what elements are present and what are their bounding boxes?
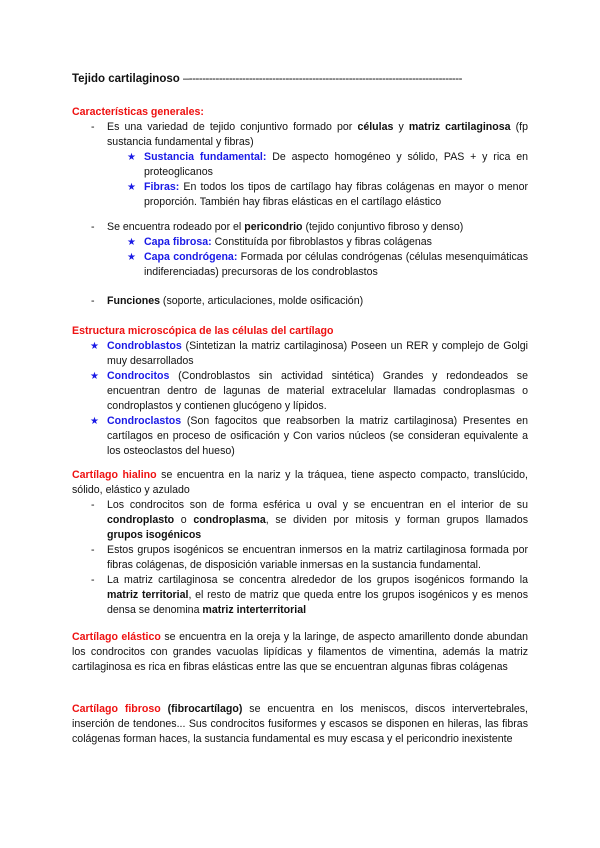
text-run: (soporte, articulaciones, molde osificación) — [159, 295, 364, 307]
text-run: Constituída por fibroblastos y fibras colágenas — [211, 236, 432, 248]
text-run: se encuentra en los meniscos, discos intervertebrales, inserción de tendones... Sus condrocitos fusiformes y escasos se disponen en hileras, las fibras colágenas forman haces, la sustancia fundamental es muy escasa y el pericondrio inexistente — [72, 703, 528, 745]
text-run: (Sintetizan la matriz cartilaginosa) Poseen un RER y complejo de Golgi muy desarrollados — [107, 340, 528, 367]
text-run: Estos grupos isogénicos se encuentran inmersos en la matriz cartilaginosa formada por fibras colágenas, de disposición variable inmersas en la sustancia fundamental. — [107, 544, 528, 571]
paragraph — [72, 630, 528, 675]
list-item — [72, 220, 528, 235]
bold-term: Funciones — [107, 295, 160, 307]
text-run: , el resto de matriz que queda entre los grupos isogénicos y es menos densa se denomina — [107, 589, 528, 616]
section-pericondrio — [72, 220, 528, 280]
list-item — [72, 498, 528, 543]
text-run: Es una variedad de tejido conjuntivo formado por — [107, 121, 358, 133]
term-label: Cartílago fibroso — [72, 703, 161, 715]
section-cartilago-fibroso — [72, 702, 528, 747]
list-item — [72, 573, 528, 618]
paragraph — [72, 702, 528, 747]
text-run: (Son fagocitos que reabsorben la matriz cartilaginosa) Presentes en cartílagos en proceso de osificación y Con varios núcleos (se consideran equivalente a los osteoclastos del hueso) — [107, 415, 528, 457]
term-label: Fibras: — [144, 181, 180, 193]
bold-term: matriz territorial — [107, 589, 189, 601]
star-bullet-icon: ★ — [90, 341, 99, 352]
text-run: Se encuentra rodeado por el — [107, 221, 245, 233]
text-run: (Condroblastos sin actividad sintética) Grandes y redondeados se encuentran dentro de lagunas de material extracelular llamadas condroplasmas o condroplastos y contienen glucógeno y lípidos. — [107, 370, 528, 412]
text-run: De aspecto homogéneo y sólido, PAS + y rica en proteoglicanos — [144, 151, 528, 178]
star-bullet-icon: ★ — [127, 152, 136, 163]
list-item — [72, 180, 528, 210]
title-dashes: –---------------------------------------------------------------------------------- — [182, 73, 462, 85]
list-item — [72, 150, 528, 180]
section-caracteristicas — [72, 105, 528, 210]
document-title — [72, 72, 528, 87]
star-bullet-icon: ★ — [90, 416, 99, 427]
text-run: , se dividen por mitosis y forman grupos llamados — [265, 514, 528, 526]
star-bullet-icon: ★ — [127, 182, 136, 193]
section-cartilago-elastico — [72, 630, 528, 675]
text-run: (tejido conjuntivo fibroso y denso) — [302, 221, 464, 233]
term-label: Capa fibrosa: — [144, 236, 212, 248]
bold-term: matriz cartilaginosa — [408, 121, 511, 133]
term-label: Condroblastos — [107, 340, 182, 352]
term-label: Condroclastos — [107, 415, 182, 427]
bold-term: grupos isogénicos — [107, 529, 202, 541]
paragraph — [72, 468, 528, 498]
section-funciones — [72, 294, 528, 309]
text-run: o — [174, 514, 194, 526]
list-item — [72, 369, 528, 414]
title-text: Tejido cartilaginoso — [72, 73, 180, 85]
bold-term: condroplasma — [193, 514, 266, 526]
section-heading: Características generales: — [72, 106, 204, 118]
star-bullet-icon: ★ — [127, 237, 136, 248]
text-run: y — [393, 121, 409, 133]
list-item — [72, 339, 528, 369]
text-run: Formada por células condrógenas (células mesenquimáticas indiferenciadas) precursoras de los condroblastos — [144, 251, 528, 278]
term-label: Cartílago elástico — [72, 631, 161, 643]
term-label: Capa condrógena: — [144, 251, 238, 263]
text-run: La matriz cartilaginosa se concentra alrededor de los grupos isogénicos formando la — [107, 574, 528, 586]
bold-term: matriz interterritorial — [202, 604, 307, 616]
text-run: (fp sustancia fundamental y fibras) — [107, 121, 528, 148]
star-bullet-icon: ★ — [90, 371, 99, 382]
section-heading: Estructura microscópica de las células del cartílago — [72, 325, 334, 337]
term-label: Cartílago hialino — [72, 469, 157, 481]
star-bullet-icon: ★ — [127, 252, 136, 263]
bold-term: (fibrocartílago) — [160, 703, 243, 715]
list-item — [72, 235, 528, 250]
text-run: En todos los tipos de cartílago hay fibras colágenas en mayor o menor proporción. También hay fibras elásticas en el cartílago elástico — [144, 181, 528, 208]
bold-term: pericondrio — [244, 221, 303, 233]
list-item — [72, 414, 528, 459]
text-run: se encuentra en la nariz y la tráquea, tiene aspecto compacto, translúcido, sólido, elástico y azulado — [72, 469, 529, 496]
term-label: Condrocitos — [107, 370, 170, 382]
text-run: se encuentra en la oreja y la laringe, de aspecto amarillento donde abundan los condrocitos con grandes vacuolas lipídicas y filamentos de vimentina, además la matriz cartilaginosa es rica en fibras elásticas entre las que se encuentran algunas fibras colágenas — [72, 631, 528, 673]
list-item — [72, 250, 528, 280]
list-item — [72, 120, 528, 150]
list-item — [72, 543, 528, 573]
section-cartilago-hialino — [72, 468, 528, 618]
section-estructura — [72, 324, 528, 459]
bold-term: células — [357, 121, 394, 133]
term-label: Sustancia fundamental: — [144, 151, 267, 163]
bold-term: condroplasto — [107, 514, 175, 526]
text-run: Los condrocitos son de forma esférica u oval y se encuentran en el interior de su — [107, 499, 528, 511]
list-item — [72, 294, 528, 309]
